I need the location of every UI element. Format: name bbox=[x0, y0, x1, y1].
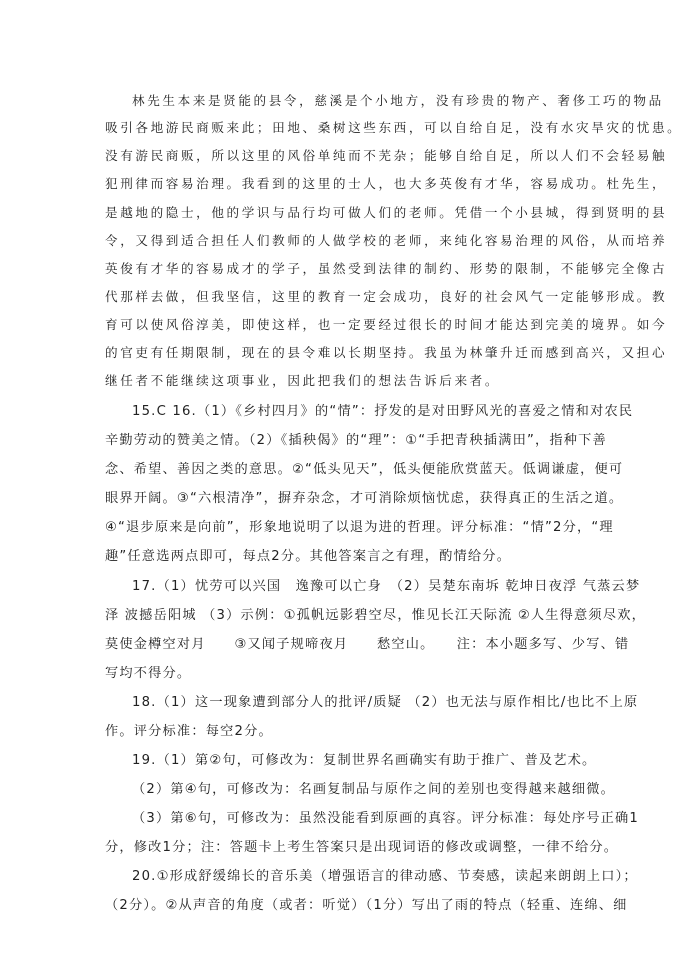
text-line: ④“退步原来是向前”，形象地说明了以退为进的哲理。评分标准：“情”2分，“理 bbox=[105, 520, 614, 535]
text-line: 19.（1）第②句，可修改为：复制世界名画确实有助于推广、普及艺术。 bbox=[132, 753, 597, 768]
text-line: 英俊有才华的容易成才的学子，虽然受到法律的制约、形势的限制，不能够完全像古 bbox=[105, 261, 668, 276]
text-line: 代那样去做，但我坚信，这里的教育一定会成功，良好的社会风气一定能够形成。教 bbox=[105, 289, 668, 304]
text-line: 继任者不能继续这项事业，因此把我们的想法告诉后来者。 bbox=[105, 373, 501, 388]
text-line: 念、希望、善因之类的意思。②“低头见天”，低头便能欣赏蓝天。低调谦虚，便可 bbox=[105, 462, 624, 477]
text-line: 育可以使风俗淳美，即使这样，也一定要经过很长的时间才能达到完美的境界。如今 bbox=[105, 317, 668, 332]
text-line: （3）第⑥句，可修改为：虽然没能看到原画的真容。评分标准：每处序号正确1 bbox=[132, 811, 639, 826]
text-line: 林先生本来是贤能的县令，慈溪是个小地方，没有珍贵的物产、奢侈工巧的物品 bbox=[132, 93, 664, 108]
text-line: 犯刑律而容易治理。我看到的这里的士人，也大多英俊有才华，容易成功。杜先生， bbox=[105, 176, 668, 191]
text-line: （2分）。②从声音的角度（或者：听觉）（1分）写出了雨的特点（轻重、连绵、细 bbox=[105, 898, 628, 913]
text-line: 是越地的隐士，他的学识与品行均可做人们的老师。凭借一个小县城，得到贤明的县 bbox=[105, 205, 668, 220]
text-line: 分，修改1分；注：答题卡上考生答案只是出现词语的修改或调整，一律不给分。 bbox=[105, 840, 619, 855]
text-line: 令，又得到适合担任人们教师的人做学校的老师，来纯化容易治理的风俗，从而培养 bbox=[105, 233, 668, 248]
text-line: 的官吏有任期限制，现在的县令难以长期坚持。我虽为林肇升迁而感到高兴，又担心 bbox=[105, 345, 668, 360]
text-line: 没有游民商贩，所以这里的风俗单纯而不芜杂；能够自给自足，所以人们不会轻易触 bbox=[105, 148, 668, 163]
text-line: 18.（1）这一现象遭到部分人的批评/质疑 （2）也无法与原作相比/也比不上原 bbox=[132, 695, 639, 710]
text-line: 吸引各地游民商贩来此；田地、桑树这些东西，可以自给自足，没有水灾旱灾的忧患。 bbox=[105, 120, 683, 135]
text-line: 17.（1）忧劳可以兴国 逸豫可以亡身 （2）吴楚东南坼 乾坤日夜浮 气蒸云梦 bbox=[132, 579, 641, 594]
text-line: 作。评分标准：每空2分。 bbox=[105, 724, 273, 739]
text-line: （2）第④句，可修改为：名画复制品与原作之间的差别也变得越来越细微。 bbox=[132, 782, 616, 797]
text-line: 20.①形成舒缓绵长的音乐美（增强语言的律动感、节奏感，读起来朗朗上口）； bbox=[132, 869, 638, 884]
text-line: 写均不得分。 bbox=[105, 666, 192, 681]
text-line: 泽 波撼岳阳城 （3）示例：①孤帆远影碧空尽，惟见长江天际流 ②人生得意须尽欢， bbox=[105, 608, 646, 623]
text-line: 辛勤劳动的赞美之情。（2）《插秧偈》的“理”：①“手把青秧插满田”，指种下善 bbox=[105, 433, 607, 448]
text-line: 眼界开阔。③“六根清净”，摒弃杂念，才可消除烦恼忧虑，获得真正的生活之道。 bbox=[105, 491, 624, 506]
text-line: 趣”任意选两点即可，每点2分。其他答案言之有理，酌情给分。 bbox=[105, 549, 512, 564]
text-line: 15.C 16.（1）《乡村四月》的“情”：抒发的是对田野风光的喜爱之情和对农民 bbox=[132, 404, 634, 419]
text-line: 莫使金樽空对月 ③又闻子规啼夜月 愁空山。 注：本小题多写、少写、错 bbox=[105, 637, 630, 652]
